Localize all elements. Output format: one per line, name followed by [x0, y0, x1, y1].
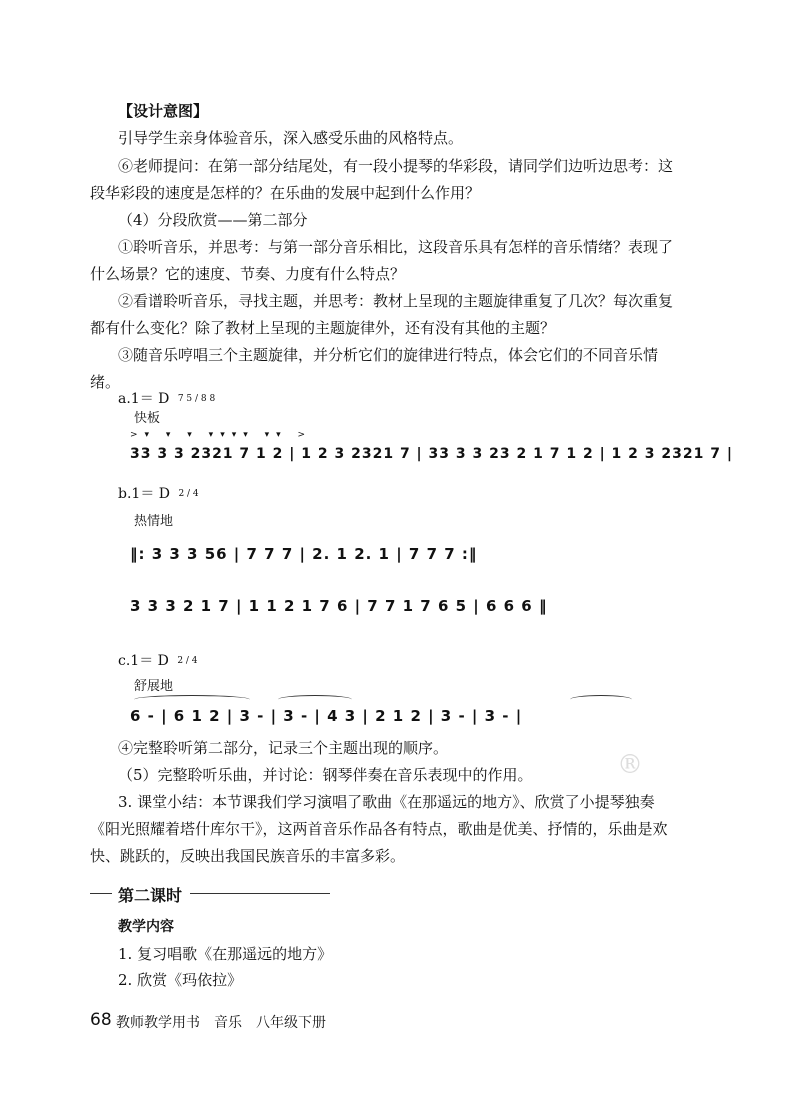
score-b-key: b.1＝ D: [118, 486, 170, 502]
paragraph-step-2-line1: ②看谱聆听音乐，寻找主题，并思考：教材上呈现的主题旋律重复了几次？每次重复: [118, 292, 674, 310]
paragraph-summary-line1: 3. 课堂小结：本节课我们学习演唱了歌曲《在那遥远的地方》、欣赏了小提琴独奏: [118, 793, 655, 811]
score-a-key: a.1＝ D: [118, 391, 170, 407]
paragraph-step-1-line2: 什么场景？它的速度、节奏、力度有什么特点？: [90, 265, 406, 283]
lesson-two-title: 第二课时: [118, 886, 183, 905]
lesson-two-heading: [90, 883, 330, 903]
score-c-tempo: 舒展地: [134, 679, 174, 694]
paragraph-intent: 引导学生亲身体验音乐，深入感受乐曲的风格特点。: [118, 129, 464, 147]
score-a-tempo: 快板: [134, 411, 161, 426]
score-a-meter: 7 5 / 8 8: [177, 393, 216, 404]
paragraph-step-1-line1: ①聆听音乐，并思考：与第一部分音乐相比，这段音乐具有怎样的音乐情绪？表现了: [118, 238, 674, 256]
book-title: 教师教学用书 音乐 八年级下册: [116, 1015, 326, 1031]
score-b-tempo: 热情地: [134, 514, 174, 529]
score-a-melody: 33 3 3 2321 7 1 2 | 1 2 3 2321 7 | 33 3 3 23 2 1 7 1 2 | 1 2 3 2321 7 |: [130, 446, 733, 462]
paragraph-summary-line2: 《阳光照耀着塔什库尔干》，这两首音乐作品各有特点，歌曲是优美、抒情的，乐曲是欢: [90, 820, 668, 838]
page-number: 68: [90, 1010, 112, 1030]
score-c-header: [118, 650, 198, 670]
paragraph-step-2-line2: 都有什么变化？除了教材上呈现的主题旋律外，还有没有其他的主题？: [90, 319, 556, 337]
teaching-content-item-2: 2. 欣赏《玛依拉》: [118, 971, 243, 989]
heading-rule-left: [90, 893, 112, 894]
score-c-melody: 6 - | 6 1 2 | 3 - | 3 - | 4 3 | 2 1 2 | 3 - | 3 - |: [130, 707, 523, 725]
score-b-melody-line2: 3 3 3 2 1 7 | 1 1 2 1 7 6 | 7 7 1 7 6 5 | 6 6 6 ‖: [130, 597, 548, 615]
paragraph-step-4: ④完整聆听第二部分，记录三个主题出现的顺序。: [118, 739, 449, 757]
subsection-heading-5: （5）完整聆听乐曲，并讨论：钢琴伴奏在音乐表现中的作用。: [118, 766, 533, 784]
heading-rule-right: [190, 893, 330, 894]
slur-mark: [278, 695, 352, 704]
score-b-meter: 2 / 4: [178, 488, 199, 499]
slur-mark: [134, 695, 250, 704]
paragraph-step-3-line1: ③随音乐哼唱三个主题旋律，并分析它们的旋律进行特点，体会它们的不同音乐情: [118, 346, 659, 364]
slur-mark: [570, 695, 632, 704]
paragraph-question-6-line1: ⑥老师提问：在第一部分结尾处，有一段小提琴的华彩段，请同学们边听边思考：这: [118, 157, 674, 175]
score-a-accent-marks: >▾ ▾ ▾ ▾▾▾▾ ▾▾ >: [130, 430, 313, 440]
score-a-header: [118, 388, 215, 408]
teaching-content-item-1: 1. 复习唱歌《在那遥远的地方》: [118, 945, 333, 963]
paragraph-step-3-line2: 绪。: [90, 373, 121, 391]
paragraph-question-6-line2: 段华彩段的速度是怎样的？在乐曲的发展中起到什么作用？: [90, 184, 481, 202]
paragraph-summary-line3: 快、跳跃的，反映出我国民族音乐的丰富多彩。: [90, 847, 406, 865]
score-c-meter: 2 / 4: [177, 655, 198, 666]
teaching-content-heading: 教学内容: [118, 919, 174, 935]
publisher-watermark: ®: [617, 750, 643, 780]
score-b-melody-line1: ‖: 3 3 3 56 | 7 7 7 | 2. 1 2. 1 | 7 7 7 :‖: [130, 545, 478, 563]
design-intent-heading: 【设计意图】: [118, 102, 209, 120]
score-b-header: [118, 483, 199, 503]
subsection-heading-4: （4）分段欣赏——第二部分: [118, 211, 308, 229]
score-c-key: c.1＝ D: [118, 653, 169, 669]
